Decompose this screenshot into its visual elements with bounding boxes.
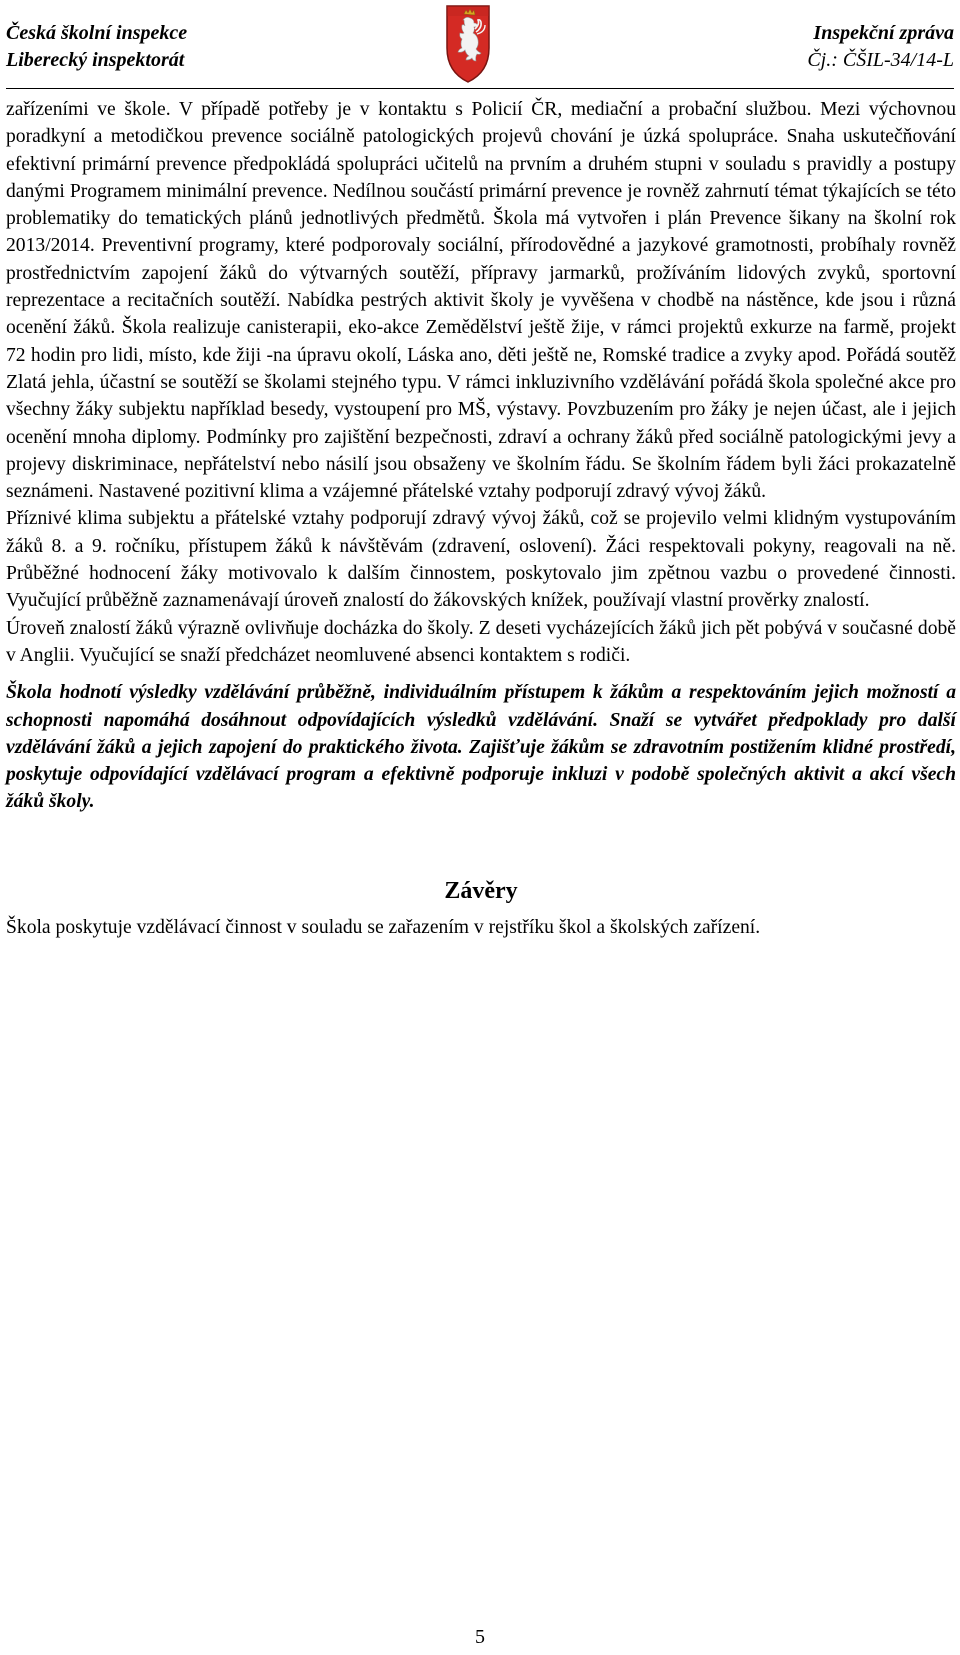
- header-document-info: [807, 20, 954, 74]
- page-header: [0, 0, 960, 90]
- org-name: Česká školní inspekce: [6, 22, 188, 44]
- paragraph-evaluation-summary: Škola hodnotí výsledky vzdělávání průběžně, individuálním přístupem k žákům a respektováním jejich možností a schopnosti napomáhá dosáhnout odpovídajících výsledků vzdělávání. Snaží se vytvářet předpoklady pro další vzdělávání žáků a jejich zapojení do praktického života. Zajišťuje žákům se zdravotním postižením klidné prostředí, poskytuje odpovídající vzdělávací program a efektivně podporuje inkluzi v podobě společných aktivit a akcí všech žáků školy.: [6, 682, 956, 813]
- page-number: 5: [475, 1626, 485, 1648]
- header-divider: [6, 88, 954, 89]
- document-body: [6, 96, 956, 941]
- org-branch: Liberecký inspektorát: [6, 49, 185, 71]
- section-heading-conclusions: Závěry: [444, 877, 518, 904]
- czech-lion-crest-icon: [443, 2, 493, 84]
- paragraph-conclusion: Škola poskytuje vzdělávací činnost v souladu se zařazením v rejstříku škol a školských zařízení.: [6, 916, 761, 938]
- document-reference: Čj.: ČŠIL-34/14-L: [807, 49, 954, 71]
- paragraph-climate: Příznivé klima subjektu a přátelské vztahy podporují zdravý vývoj žáků, což se projevilo velmi klidným vystupováním žáků 8. a 9. ročníku, přístupem žáků k návštěvám (zdravení, oslovení). Žáci respektovali pokyny, reagovali na ně. Průběžné hodnocení žáky motivovalo k dalším činnostem, poskytovalo jim zpětnou vazbu o provedené činnosti. Vyučující průběžně zaznamenávají úroveň znalostí do žákovských knížek, používají vlastní prověrky znalostí.: [6, 508, 956, 612]
- header-organization: [6, 20, 187, 74]
- document-type: Inspekční zpráva: [813, 22, 954, 44]
- paragraph-prevention: zařízeními ve škole. V případě potřeby je v kontaktu s Policií ČR, mediační a probační službou. Mezi výchovnou poradkyní a metodičkou prevence sociálně patologických projevů chování je úzká spolupráce. Snaha uskutečňování efektivní primární prevence předpokládá spolupráci učitelů na prvním a druhém stupni v souladu s pravidly a postupy danými Programem minimální prevence. Nedílnou součástí primární prevence je rovněž zahrnutí témat týkajících se této problematiky do tematických plánů jednotlivých předmětů. Škola má vytvořen i plán Prevence šikany na školní rok 2013/2014. Preventivní programy, které podporovaly sociální, přírodovědné a jazykové gramotnosti, probíhaly rovněž prostřednictvím zapojení žáků do výtvarných soutěží, přípravy jarmarků, prožíváním lidových zvyků, sportovní reprezentace a recitačních soutěží. Nabídka pestrých aktivit školy je vyvěšena v chodbě na nástěnce, kde jsou i různá ocenění žáků. Škola realizuje canisterapii, eko-akce Zemědělství ještě žije, v rámci projektů exkurze na farmě, projekt 72 hodin pro lidi, místo, kde žiji -na úpravu okolí, Láska ano, děti ještě ne, Romské tradice a zvyky apod. Pořádá soutěž Zlatá jehla, účastní se soutěží se školami stejného typu. V rámci inkluzivního vzdělávání pořádá škola společné akce pro všechny žáky subjektu například besedy, vystoupení pro MŠ, výstavy. Povzbuzením pro žáky je nejen účast, ale i jejich ocenění mnoha diplomy. Podmínky pro zajištění bezpečnosti, zdraví a ochrany žáků před sociálně patologickými jevy a projevy diskriminace, nepřátelství nebo násilí jsou obsaženy ve školním řádu. Se školním řádem byli žáci prokazatelně seznámeni. Nastavené pozitivní klima a vzájemné přátelské vztahy podporují zdravý vývoj žáků.: [6, 99, 956, 503]
- paragraph-attendance: Úroveň znalostí žáků výrazně ovlivňuje docházka do školy. Z deseti vycházejících žáků jich pět pobývá v současné době v Anglii. Vyučující se snaží předcházet neomluvené absenci kontaktem s rodiči.: [6, 617, 956, 666]
